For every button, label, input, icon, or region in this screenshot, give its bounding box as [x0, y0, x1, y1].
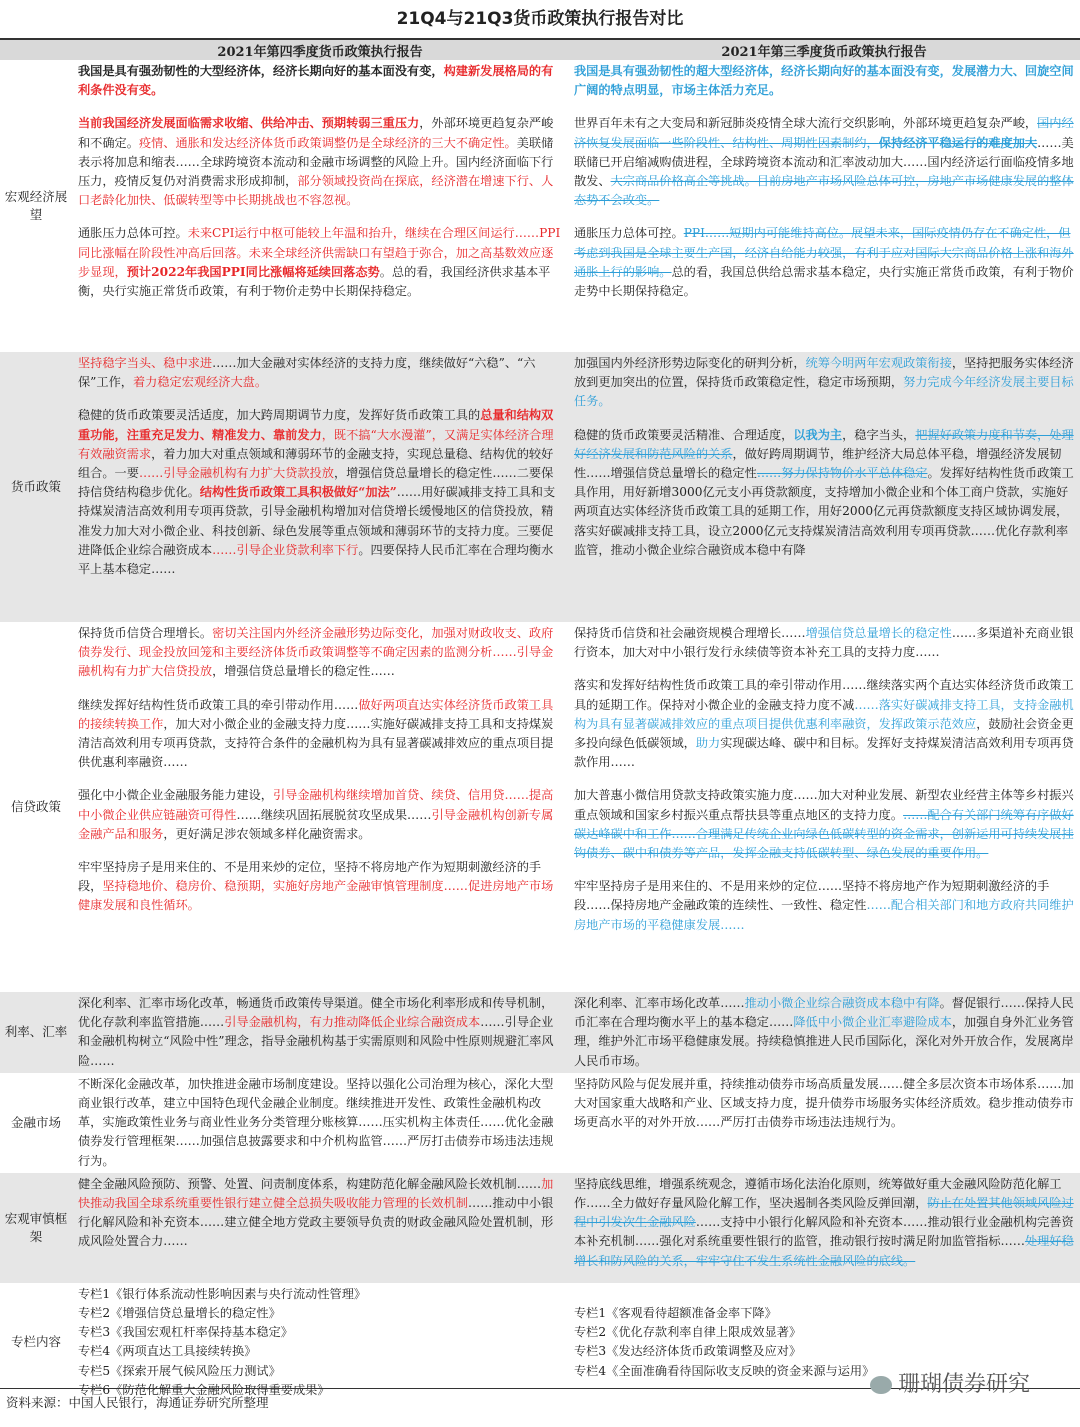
text: ……努力保持物价水平总体稳定	[756, 466, 928, 481]
text: 做好两项直达实体经济货币政策工具的接续转换工作	[78, 697, 554, 731]
column-item: 专栏3《我国宏观杠杆率保持基本稳定》	[78, 1325, 293, 1340]
text: 国内经济恢复发展面临一些阶段性、结构性、周期性因素制约，	[574, 116, 1074, 150]
text: 统筹今明两年宏观政策衔接	[805, 356, 952, 370]
text: 美联储表示将加息和缩表……全球跨境资本流动和金融市场调整的风险上升。国内经济面临下行压力，疫情反复仍对消费需求形成抑制，	[78, 135, 554, 189]
rate-q4	[72, 992, 568, 1073]
category-market: 金融市场	[10, 1114, 61, 1130]
category-monetary: 货币政策	[0, 352, 72, 622]
text: 保持货币信贷合理增长。	[78, 626, 213, 640]
text: 以我为主	[793, 427, 843, 442]
credit-q3	[568, 622, 1080, 992]
text: 引导金融机构创新专属金融产品和服务	[78, 807, 554, 841]
text: 坚持底线思维，增强系统观念，遵循市场化法治化原则，统筹做好重大金融风险防范化解工作……全力做好存量风险化解工作，坚决遏制各类风险反弹回潮，	[574, 1176, 1062, 1211]
column-item: 专栏1《客观看待超额准备金率下降》	[574, 1306, 777, 1321]
row-prudential	[0, 1173, 1080, 1283]
macro-q3	[568, 60, 1080, 352]
page-title: 21Q4与21Q3货币政策执行报告对比	[0, 0, 1080, 40]
text: 健全金融风险预防、预警、处置、问责制度体系，构建防范化解金融风险长效机制……	[78, 1176, 542, 1191]
text: 当前我国经济发展面临需求收缩、供给冲击、预期转弱三重压力	[78, 116, 420, 131]
text: 深化利率、汇率市场化改革，畅通货币政策传导渠道。健全市场化利率形成和传导机制，优化存款利率监管措施……	[78, 996, 554, 1030]
credit-q4	[72, 622, 568, 992]
text: ……引导金融机构有力扩大贷款投放	[138, 466, 334, 481]
text: ，更好满足涉农领域多样化融资需求。	[163, 826, 371, 841]
text: 世界百年未有之大变局和新冠肺炎疫情全球大流行交织影响，外部环境更趋复杂严峻，	[574, 116, 1038, 131]
text: 保持货币信贷和社会融资规模合理增长……	[574, 626, 806, 640]
row-credit	[0, 622, 1080, 992]
text: 疫情、通胀和发达经济体货币政策调整仍是全球经济的三大不确定性。	[138, 135, 517, 150]
row-rate	[0, 992, 1080, 1073]
text: ……美联储已开启缩减购债进程，全球跨境资本流动和汇率波动加大……国内经济运行面临疫情多地散发、	[574, 135, 1074, 189]
text: 密切关注国内外经济金融形势边际变化，加强对财政收支、政府债券发行、现金投放回笼和主要经济体货币政策调整等不确定因素的监测分析……引导金融机构有力扩大信贷投放	[78, 626, 554, 679]
text: 助力	[695, 736, 721, 751]
header-row	[0, 40, 1080, 60]
text: 把握好政策力度和节奏，处理好经济发展和防范风险的关系	[574, 427, 1074, 461]
text: 。督促银行……保持人民币汇率在合理均衡水平上的基本稳定……	[574, 996, 1074, 1030]
column-item: 专栏6《防范化解重大金融风险取得重要成果》	[78, 1382, 330, 1397]
text: 继续发挥好结构性货币政策工具的牵引带动作用……	[78, 697, 359, 712]
text: ，做好跨周期调节，维护经济大局总体平稳，增强经济发展韧性……增强信贷总量增长的稳定性	[574, 446, 1062, 481]
text: ，加大对小微企业的金融支持力度……实施好碳减排支持工具和支持煤炭清洁高效利用专项再贷款，支持符合条件的金融机构为具有显著碳减排效应的重点项目提供优惠利率融资……	[78, 716, 554, 770]
header-q3: 2021年第三季度货币政策执行报告	[568, 40, 1080, 60]
text: ，增强信贷总量增长的稳定性……	[212, 664, 395, 679]
text: 推动银行业金融机构完善资本补充机制	[574, 1215, 1074, 1249]
monetary-q4	[72, 352, 568, 622]
category-macro: 宏观经济展望	[4, 189, 68, 222]
text: 着力稳定宏观经济大盘。	[132, 375, 268, 390]
column-item: 专栏3《发达经济体货币政策调整及应对》	[574, 1344, 802, 1359]
text: ……支持中小银行化解风险和补充资本……	[695, 1215, 928, 1230]
category-rate: 利率、汇率	[0, 992, 72, 1073]
text: 防止在处置其他领域风险过程中引发次生金融风险	[574, 1196, 1074, 1230]
category-columns: 专栏内容	[10, 1334, 61, 1350]
text: ……配合相关部门和地方政府共同维护房地产市场的平稳健康发展……	[574, 898, 1074, 932]
column-item: 专栏2《优化存款利率自律上限成效显著》	[574, 1325, 802, 1340]
market-q4: 不断深化金融改革，加快推进金融市场制度建设。坚持以强化公司治理为核心，深化大型商业银行改革，建立中国特色现代金融企业制度。继续推进开发性、政策性金融机构改革，实施政策性业务与商业性业务分类管理分账核算……压实机构主体责任……优化金融债券发行管理框架……加强信息披露要求和中介机构监管……严厉打击债券市场违法违规行为。	[78, 1076, 554, 1168]
text: ……配合有关部门统筹有序做好碳达峰碳中和工作……合理满足传统企业向绿色低碳转型的资金需求，创新运用可持续发展挂钩债券、碳中和债券等产品，发挥金融支持低碳转型、绿色发展的重要作用。	[574, 807, 1074, 861]
text: ……继续巩固拓展脱贫攻坚成果……	[236, 807, 432, 822]
prudential-q4	[72, 1173, 568, 1283]
text: 稳健的货币政策要灵活适度，加大跨周期调节力度，发挥好货币政策工具的	[78, 408, 481, 423]
text: 实现碳达峰、碳中和目标。发挥好支持煤炭清洁高效利用专项再贷款作用……	[574, 736, 1074, 770]
text: 降低中小微企业汇率避险成本	[793, 1015, 952, 1030]
text: ，加强自身外汇业务管理，维护外汇市场平稳健康发展。持续稳慎推进人民币国际化，深化对外开放合作，发展离岸人民币市场。	[574, 1015, 1074, 1068]
text: 坚持稳地价、稳房价、稳预期，实施好房地产金融审慎管理制度……促进房地产市场健康发展和良性循环。	[78, 879, 554, 913]
text: 牢牢坚持房子是用来住的、不是用来炒的定位，坚持不将房地产作为短期刺激经济的手段，	[78, 860, 542, 894]
text: 部分领域投资尚在探底，经济潜在增速下行、人口老龄化加快、低碳转型等中长期挑战也不容忽视。	[78, 174, 554, 208]
text: 保持经济平稳运行的难度加大	[878, 135, 1038, 150]
text: ……落实好碳减排支持工具，支持金融机构为具有显著碳减排效应的重点项目提供优惠利率融资，发挥政策示范效应	[574, 697, 1074, 731]
text: 加大普惠小微信用贷款支持政策实施力度……加大对种业发展、新型农业经营主体等乡村振兴重点领域和国家乡村振兴重点帮扶县等重点地区的支持力度。	[574, 788, 1074, 822]
text: 。发挥好结构性货币政策工具作用，用好新增3000亿元支小再贷款额度，支持增加小微企业和个体工商户贷款，实施好两项直达实体经济货币政策工具的延期工作，用好2000亿元再贷款额度支持区域协调发展，落实好碳减排支持工具，设立2000亿元支持煤炭清洁高效利用专项再贷款……优化存款利率监管，推动小微企业综合融资成本稳中有降	[574, 466, 1074, 557]
text: ，既不搞“大水漫灌”，又满足实体经济合理有效融资需求	[78, 427, 554, 461]
text: 努力完成今年经济发展主要目标任务。	[574, 375, 1074, 409]
text: ……推动中小银行化解风险和补充资本……建立健全地方党政主要领导负责的财政金融风险处置机制，形成风险处置合力……	[78, 1196, 554, 1249]
text: PPI……短期内可能维持高位。展望未来，国际疫情仍存在不确定性，但考虑到我国是全球主要生产国，经济自给能力较强，有利于应对国际大宗商品价格上涨和海外通胀上行的影响。	[574, 226, 1074, 279]
category-prudential: 宏观审慎框架	[0, 1173, 72, 1283]
columns-q4	[72, 1283, 568, 1402]
text: 结构性货币政策工具积极做好“加法”	[199, 485, 397, 500]
column-item: 专栏4《全面准确看待国际收支反映的资金来源与运用》	[574, 1363, 875, 1378]
text: 坚持稳字当头、稳中求进	[78, 356, 213, 370]
text: 引导金融机构，有力推动降低企业综合融资成本	[224, 1015, 481, 1030]
row-macro	[0, 60, 1080, 352]
text: 我国是具有强劲韧性的超大型经济体，经济长期向好的基本面没有变，发展潜力大、回旋空间广阔的特点明显，市场主体活力充足。	[574, 64, 1074, 98]
rate-q3	[568, 992, 1080, 1073]
text: 落实和发挥好结构性货币政策工具的牵引带动作用……继续落实两个直达实体经济货币政策工具的延期工作。保持对小微企业的金融支持力度不减	[574, 678, 1074, 712]
comparison-table	[0, 40, 1080, 1402]
text: 总的看，我国总供给总需求基本稳定，央行实施正常货币政策，有利于物价走势中长期保持稳定。	[574, 264, 1074, 299]
text: 加强国内外经济形势边际变化的研判分析，	[574, 356, 806, 370]
text: ……多渠道补充商业银行资本，加大对中小银行发行永续债等资本补充工具的支持力度……	[574, 626, 1074, 660]
row-market	[0, 1073, 1080, 1173]
row-monetary	[0, 352, 1080, 622]
text: ，鼓励社会资金更多投向绿色低碳领域，	[574, 716, 1074, 751]
text: ，坚持把服务实体经济放到更加突出的位置，保持货币政策稳定性，稳定市场预期，	[574, 356, 1074, 390]
text: 预计2022年我国PPI同比涨幅将延续回落态势	[126, 264, 380, 279]
text: 稳健的货币政策要灵活精准、合理适度，	[574, 427, 794, 442]
text: 加快推动我国全球系统重要性银行建立健全总损失吸收能力管理的长效机制	[78, 1176, 554, 1211]
column-item: 专栏2《增强信贷总量增长的稳定性》	[78, 1306, 281, 1321]
text: ，着力加大对重点领域和薄弱环节的金融支持，实现总量稳、结构优的较好组合。一要	[78, 446, 554, 481]
column-item: 专栏5《探索开展气候风险压力测试》	[78, 1363, 281, 1378]
macro-q4	[72, 60, 568, 352]
text: 总量和结构双重功能，注重充足发力、精准发力、靠前发力	[78, 408, 554, 442]
prudential-q3	[568, 1173, 1080, 1283]
text: ，增强信贷总量增长的稳定性……二要保持信贷结构稳步优化。	[78, 466, 554, 500]
text: 大宗商品价格高企等挑战。目前房地产市场风险总体可控，房地产市场健康发展的整体态势不会改变。	[574, 174, 1074, 208]
corner-cell	[0, 40, 72, 60]
category-credit: 信贷政策	[10, 799, 61, 814]
header-q4: 2021年第四季度货币政策执行报告	[72, 40, 568, 60]
text: ……用好碳减排支持工具和支持煤炭清洁高效利用专项再贷款，引导金融机构增加对信贷增长缓慢地区的信贷投放，精准发力加大对小微企业、科技创新、绿色发展等重点领域和薄弱环节的支持力度。三要促进降低企业综合融资成本	[78, 485, 556, 557]
column-item: 专栏1《银行体系流动性影响因素与央行流动性管理》	[78, 1286, 367, 1301]
text: ……引导企业贷款利率下行	[212, 542, 359, 557]
text: 处理好稳增长和防风险的关系，牢牢守住不发生系统性金融风险的底线。	[574, 1234, 1074, 1268]
text: ……加大金融对实体经济的支持力度，继续做好“六稳”、“六保”工作，	[78, 356, 536, 390]
text: 引导金融机构继续增加首贷、续贷、信用贷……提高中小微企业供应链融资可得性	[78, 788, 554, 822]
text: 通胀压力总体可控。	[78, 226, 188, 241]
wechat-icon	[870, 1376, 892, 1394]
monetary-q3	[568, 352, 1080, 622]
text: 推动小微企业综合融资成本稳中有降	[744, 996, 940, 1010]
text: 通胀压力总体可控。	[574, 226, 684, 241]
text: 我国是具有强劲韧性的大型经济体，经济长期向好的基本面没有变，	[78, 64, 444, 78]
text: ，外部环境更趋复杂严峻和不确定。	[78, 116, 554, 150]
text: 强化中小微企业金融服务能力建设，	[78, 788, 273, 803]
text: ……引导企业和金融机构树立“风险中性”理念，指导金融机构基于实需原则和风险中性原则规避汇率风险……	[78, 1015, 554, 1068]
market-q3: 坚持防风险与促发展并重，持续推动债券市场高质量发展……健全多层次资本市场体系……加大对国家重大战略和产业、区域支持力度，提升债券市场服务实体经济质效。稳步推动债券市场更高水平的对外开放……严厉打击债券市场违法违规行为。	[574, 1076, 1074, 1130]
column-item: 专栏4《两项直达工具接续转换》	[78, 1344, 257, 1359]
text: 。总的看，我国经济供求基本平衡，央行实施正常货币政策，有利于物价走势中长期保持稳定。	[78, 264, 551, 299]
text: ，稳字当头，	[842, 427, 916, 442]
text: 牢牢坚持房子是用来住的、不是用来炒的定位……坚持不将房地产作为短期刺激经济的手段……保持房地产金融政策的连续性、一致性、稳定性	[574, 879, 1050, 913]
text: 构建新发展格局的有利条件没有变。	[78, 64, 554, 98]
text: 未来CPI运行中枢可能较上年温和抬升，继续在合理区间运行……PPI同比涨幅在阶段性冲高后回落。未来全球经济供需缺口有望趋于弥合，加之高基数效应逐步显现，	[78, 226, 561, 279]
watermark-text: 珊瑚债券研究	[898, 1372, 1031, 1397]
source-note: 资料来源：中国人民银行，海通证券研究所整理	[6, 1395, 269, 1410]
text: 。四要保持人民币汇率在合理均衡水平上基本稳定……	[78, 542, 554, 577]
watermark	[870, 1367, 1030, 1398]
text: 深化利率、汇率市场化改革……	[574, 996, 745, 1010]
text: ……强化对系统重要性银行的监管，推动银行按时满足附加监管指标……	[634, 1234, 1025, 1249]
text: 增强信贷总量增长的稳定性	[805, 626, 952, 640]
